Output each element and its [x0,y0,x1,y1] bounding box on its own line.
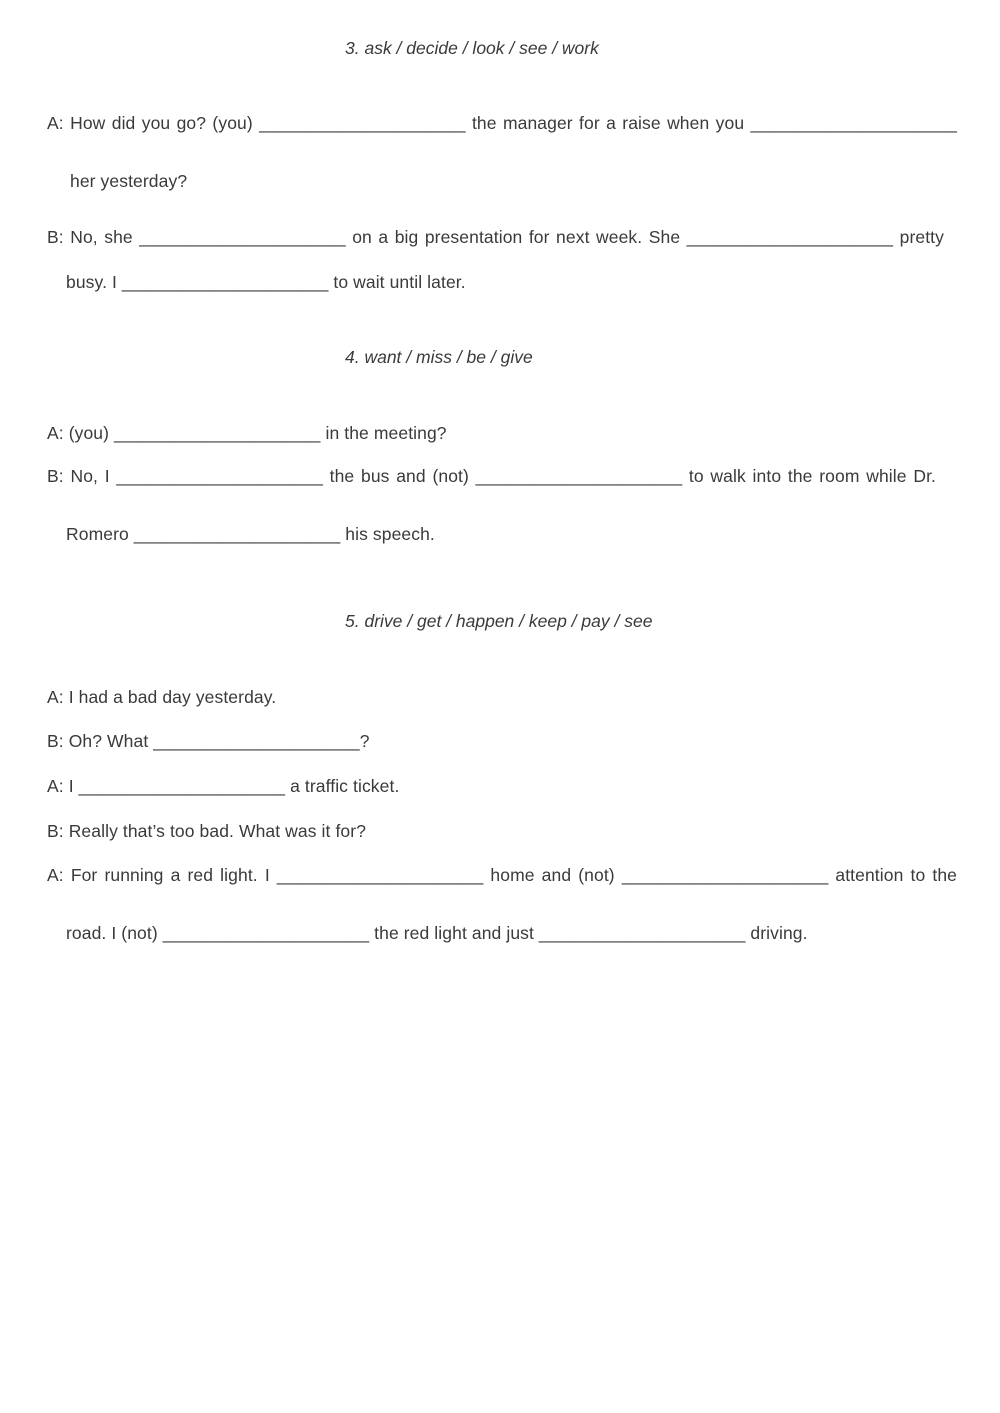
exercise-3-line-1: A: How did you go? (you) _____________________ the manager for a raise when you _____________________ [47,113,957,133]
exercise-5-line-4: B: Really that’s too bad. What was it for? [47,821,367,841]
exercise-5-line-3: A: I _____________________ a traffic ticket. [47,776,400,796]
exercise-4-line-2: B: No, I _____________________ the bus and (not) _____________________ to walk into the room while Dr. [47,466,936,486]
exercise-5-line-1: A: I had a bad day yesterday. [47,687,277,707]
exercise-3-line-3: B: No, she _____________________ on a big presentation for next week. She _____________________ pretty [47,227,944,247]
exercise-4-title: 4. want / miss / be / give [345,347,533,367]
exercise-3-title: 3. ask / decide / look / see / work [345,38,599,58]
exercise-4-line-1: A: (you) _____________________ in the meeting? [47,423,447,443]
exercise-5-title: 5. drive / get / happen / keep / pay / see [345,611,653,631]
exercise-5-line-5: A: For running a red light. I _____________________ home and (not) _____________________ attention to the [47,865,957,885]
exercise-3-line-2: her yesterday? [70,171,188,191]
exercise-3-line-4: busy. I _____________________ to wait until later. [66,272,466,292]
exercise-5-line-6: road. I (not) _____________________ the red light and just _____________________ driving. [66,923,808,943]
exercise-4-line-3: Romero _____________________ his speech. [66,524,435,544]
exercise-5-line-2: B: Oh? What _____________________? [47,731,370,751]
